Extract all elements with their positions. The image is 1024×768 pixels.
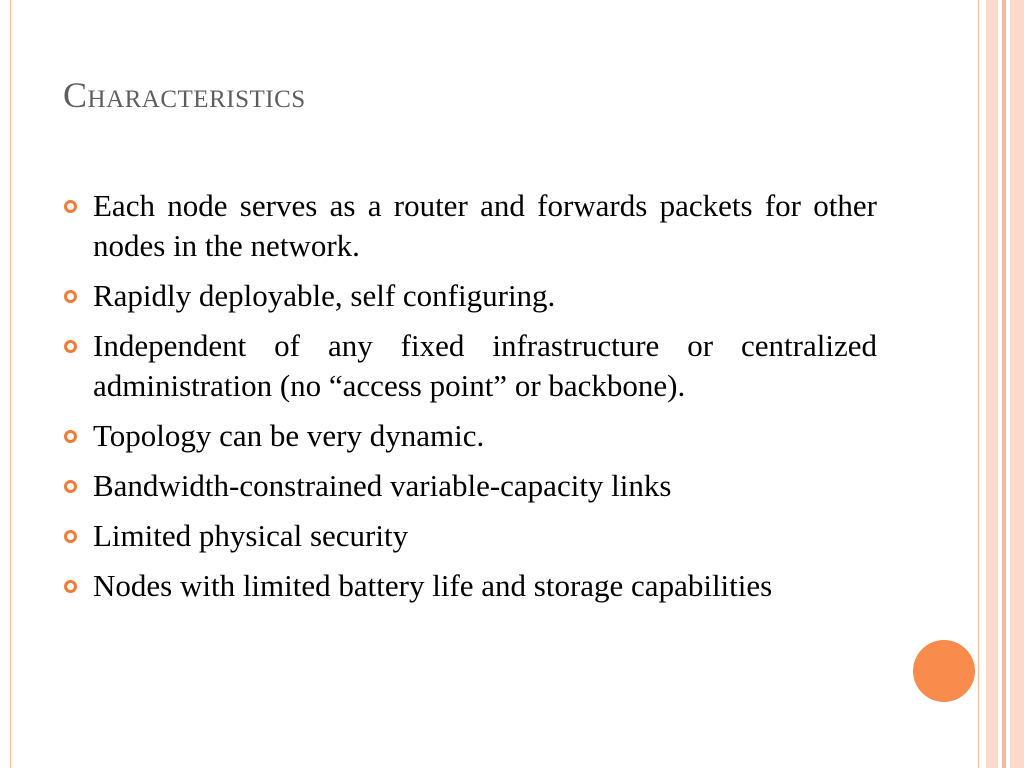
bullet-text: Limited physical security [93, 518, 409, 553]
bullet-text: Bandwidth-constrained variable-capacity links [93, 468, 672, 503]
orange-circle-decoration [913, 640, 975, 702]
bullet-icon [64, 340, 77, 353]
stripe-line-2 [1002, 0, 1006, 768]
bullet-icon [64, 200, 77, 213]
bullet-item [62, 276, 877, 316]
bullet-text: Rapidly deployable, self configuring. [93, 278, 556, 313]
bullet-item [62, 326, 877, 406]
bullet-item [62, 466, 877, 506]
stripe-line-1 [978, 0, 979, 768]
bullet-text: Topology can be very dynamic. [93, 418, 485, 453]
slide-title: Characteristics [63, 75, 306, 115]
left-border-line [10, 0, 11, 768]
right-decorative-stripes [978, 0, 1024, 768]
bullet-text: Each node serves as a router and forwards packets for other nodes in the network. [93, 188, 877, 263]
bullet-text: Nodes with limited battery life and storage capabilities [93, 568, 773, 603]
bullet-text: Independent of any fixed infrastructure or centralized administration (no “access point” or backbone). [93, 328, 877, 403]
bullet-icon [64, 530, 77, 543]
bullet-list [62, 186, 877, 616]
bullet-item [62, 516, 877, 556]
bullet-item [62, 566, 877, 606]
bullet-icon [64, 430, 77, 443]
bullet-item [62, 416, 877, 456]
stripe-band-2 [1010, 0, 1024, 768]
bullet-icon [64, 580, 77, 593]
bullet-icon [64, 290, 77, 303]
bullet-item [62, 186, 877, 266]
stripe-band-1 [986, 0, 998, 768]
bullet-icon [64, 480, 77, 493]
